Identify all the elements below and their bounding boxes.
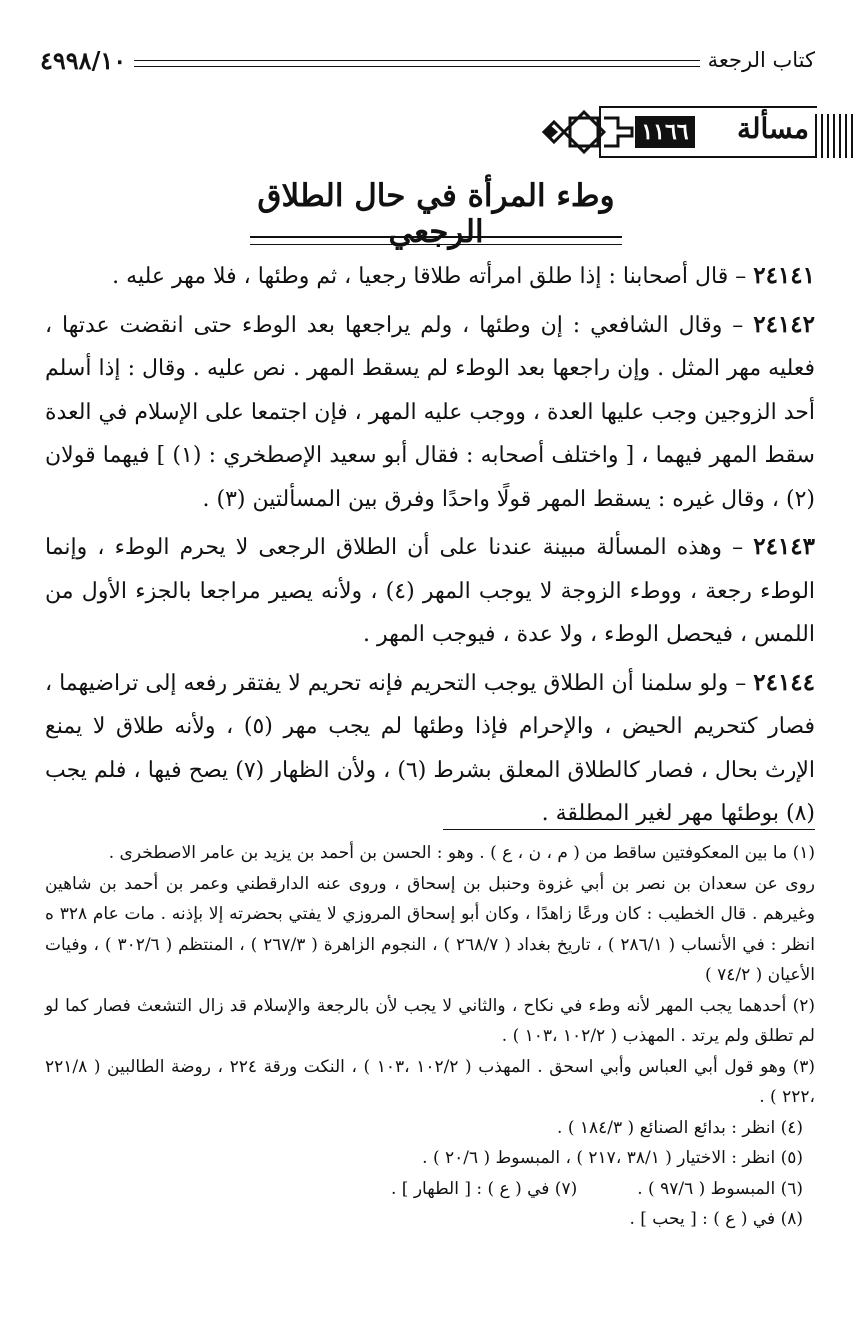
paragraph-number: ٢٤١٤٢ <box>753 310 815 338</box>
footnote: (٤) انظر : بدائع الصنائع ( ١٨٤/٣ ) . <box>557 1117 803 1138</box>
paragraph-number: ٢٤١٤٤ <box>753 668 816 696</box>
knot-ornament-icon <box>540 110 640 154</box>
paragraph-text: – وقال الشافعي : إن وطئها ، ولم يراجعها بعد الوطء حتى انقضت عدتها ، فعليه مهر المثل . وإن راجعها بعد الوطء لم يسقط المهر . نص عليه . وقال : إذا أسلم أحد الزوجين وجب عليها العدة ، ووجب عليه المهر ، فإن اجتمعا على الإسلام في العدة سقط المهر فيهما ، [ واختلف أصحابه : فقال أبو سعيد الإصطخري : (١) ] فيهما قولان (٢) ، وقال غيره : يسقط المهر قولًا واحدًا وفرق بين المسألتين (٣) . <box>45 312 815 512</box>
masala-number: ١١٦٦ <box>635 116 695 148</box>
banner-hatch-ornament <box>815 114 855 158</box>
paragraph-text: – ولو سلمنا أن الطلاق يوجب التحريم فإنه تحريم لا يفتقر رفعه إلى تراضيهما ، فصار كتحريم الحيض ، والإحرام فإذا وطئها لم يجب مهر (٥) ، ولأنه طلاق لا يمنع الإرث بحال ، فصار كالطلاق المعلق بشرط (٦) ، ولأن الظهار (٧) يصح فيها ، فلم يجب (٨) بوطئها مهر لغير المطلقة . <box>45 670 816 826</box>
paragraph <box>45 661 815 836</box>
paragraph <box>45 303 815 522</box>
footnote: (٥) انظر : الاختيار ( ٣٨/١ ،٢١٧ ) ، المبسوط ( ٢٠/٦ ) . <box>422 1148 803 1168</box>
title-underline <box>250 236 622 245</box>
footnote: (٣) وهو قول أبي العباس وأبي اسحق . المهذب ( ١٠٢/٢ ،١٠٣ ) ، النكت ورقة ٢٢٤ ، روضة الطالبين ( ٢٢١/٨ ،٢٢٢ ) . <box>45 1056 816 1107</box>
paragraph-text: – وهذه المسألة مبينة عندنا على أن الطلاق الرجعى لا يحرم الوطء ، وإنما الوطء رجعة ، ووطء الزوجة لا يوجب المهر (٤) ، ولأنه يصير مراجعا بالجزء الأول من اللمس ، فيحصل الوطء ، ولا عدة ، فيوجب المهر . <box>45 535 816 647</box>
header-rule <box>134 60 700 67</box>
paragraph-text: – قال أصحابنا : إذا طلق امرأته طلاقا رجعيا ، ثم وطئها ، فلا مهر عليه . <box>112 264 747 289</box>
footnotes <box>45 838 815 1235</box>
footnote: (٧) في ( ع ) : [ الطهار ] . <box>391 1178 578 1199</box>
paragraph-number: ٢٤١٤٣ <box>753 533 815 560</box>
page-number: ٤٩٩٨/١٠ <box>40 45 127 75</box>
main-text <box>45 254 815 840</box>
masala-label: مسألة <box>736 112 809 145</box>
footnote: (٢) أحدهما يجب المهر لأنه وطء في نكاح ، والثاني لا يجب لأن بالرجعة والإسلام قد زال التشعث فصار كما لو لم تطلق ولم يرتد . المهذب ( ١٠٢/٢ ،١٠٣ ) . <box>45 995 815 1046</box>
running-header <box>40 40 815 80</box>
footnote-separator <box>443 829 815 830</box>
paragraph-number: ٢٤١٤١ <box>753 262 815 289</box>
footnote-continuation: روى عن سعدان بن نصر بن أبي غزوة وحنبل بن إسحاق ، وروى عنه الدارقطني وعمر بن أحمد بن شاهين وغيرهم . قال الخطيب : كان ورعًا زاهدًا ، وكان أبو إسحاق المروزي لا يفتي بحضرته إلا بإذنه . مات عام ٣٢٨ ه انظر : في الأنساب ( ٢٨٦/١ ) ، تاريخ بغداد ( ٢٦٨/٧ ) ، النجوم الزاهرة ( ٢٦٧/٣ ) ، المنتظم ( ٣٠٢/٦ ) ، وفيات الأعيان ( ٧٤/٢ ) <box>45 873 816 985</box>
footnote: (٦) المبسوط ( ٩٧/٦ ) . <box>637 1178 803 1199</box>
footnote: (٨) في ( ع ) : [ يحب ] . <box>629 1209 803 1229</box>
footnote: (١) ما بين المعكوفتين ساقط من ( م ، ن ، ع ) . وهو : الحسن بن أحمد بن يزيد بن عامر الاصطخرى . <box>108 843 815 863</box>
issue-title: وطء المرأة في حال الطلاق الرجعي <box>257 178 615 250</box>
paragraph <box>45 254 815 299</box>
footnote-row <box>45 1174 815 1205</box>
paragraph <box>45 525 815 657</box>
chapter-title: كتاب الرجعة <box>707 48 815 72</box>
